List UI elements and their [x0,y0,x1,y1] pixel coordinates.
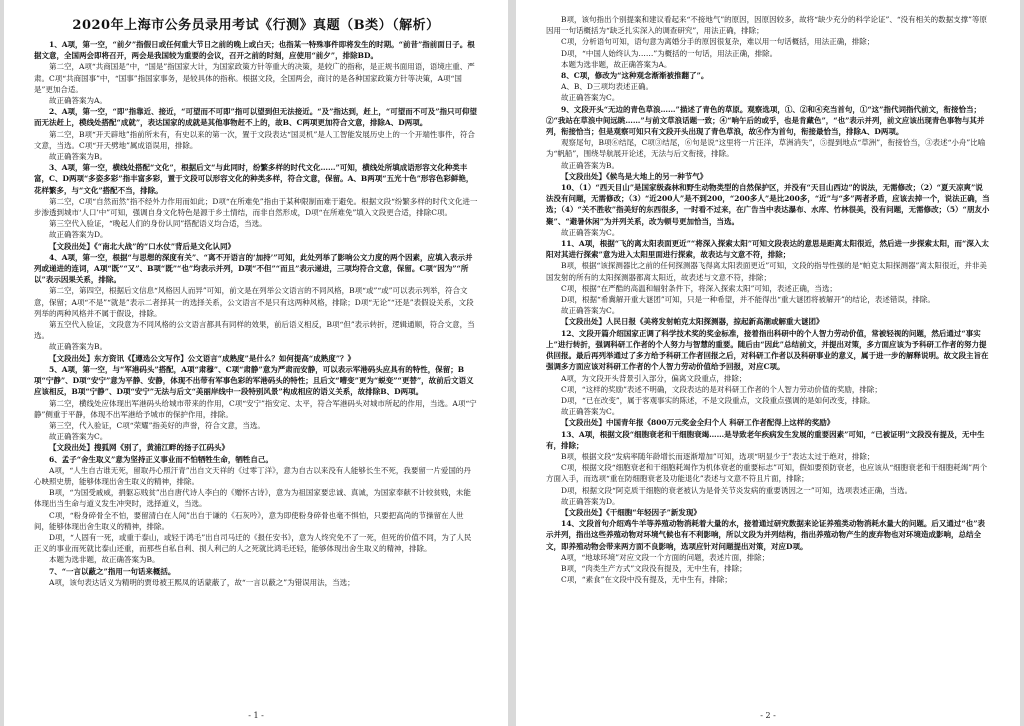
paragraph: 故正确答案为C。 [561,93,620,103]
paragraph: 【文段出处】《干细胞“年轻因子”新发现》 [561,507,701,517]
paragraph: 故正确答案为A。 [49,96,107,106]
paragraph: 第二空，第四空，根据后文信息“风格因人而异”可知，前文是在列举公文语言的不同风格，B项“或”“或”可以表示列举，符合文意，保留；A项“不是”“就是”表示二者择其一的选择关系，公文语言不是只有这两种风格，排除；D项“无论”“还是”表假设关系，文段列举的两种风格并不属于假设，排除。 [34,286,474,318]
paragraph: 【文段出处】《“南北大战”的“口水仗”背后是文化认同》 [49,241,236,251]
paragraph: 第三空，代入验证，C项“荣耀”指美好的声誉，符合文意，当选。 [49,420,265,430]
paragraph: 1、A项，第一空，“前夕”指假日或任何重大节日之前的晚上或白天；也指某一特殊事件即将发生的时期。“前昔”指前面日子。根据文意，全国两会即将召开，两会是我国较为重要的会议，召开之前的时刻，应使用“前夕”，排除BD。 [34,40,475,61]
paragraph: B项，根据文段“发病率随年龄增长而逐渐增加”可知，选项“明显少于”表达太过于绝对，排除； [561,451,875,461]
paragraph: 观察尾句，B项⑥结尾，C项③结尾，⑥句是说“这里将一片汪洋，草洲消失”，⑤提到地点“草洲”，衔接恰当，③表述“小舟”比喻为“帆船”，围绕导航展开论述，无法与后文衔接，排除。 [546,138,986,159]
paragraph: A、B、D三项均表述正确。 [561,82,653,92]
document-title: 2020年上海市公务员录用考试《行测》真题（B类）（解析） [72,18,440,33]
paragraph: C项，“素食”在文段中没有提及，无中生有，排除； [561,575,732,585]
paragraph: C项，根据“在严酷的高温和辐射条件下，将深入探索太阳”可知，表述正确，当选； [561,283,837,293]
paragraph: 故正确答案为D。 [561,496,620,506]
paragraph: 4、A项，第一空，根据“与思想的深度有关”、“离不开语言的‘加持’”可知，此处列举了影响公文力度的两个因素，应填入表示并列或递进的连词，A项“既”“又”、B项“既”“也”均表示并列，D项“不但”“而且”表示递进，三项均符合文意，保留。C项“因为”“所以”表示因果关系，排除。 [34,252,473,285]
paragraph: 本题为选非题，故正确答案为A。 [561,59,672,69]
page-1-content [34,39,478,588]
page-1 [4,0,508,726]
paragraph: 13、A项，根据文段“细胞衰老和干细胞衰竭……是导致老年疾病发生发展的重要因素”可知，“已被证明”文段没有提及，无中生有，排除； [546,429,985,450]
paragraph: 8、C项，修改为“这种观念渐渐被推翻了”。 [561,71,709,81]
page-2-content [546,14,990,585]
paragraph: B项，“肉类生产方式”文段没有提及，无中生有，排除； [561,563,747,573]
paragraph: 第二空，A项“共商国是”中，“国是”指国家大计，为国家政策方针等重大的决策，是较广的指称，是正规书面用语，语境庄重、严肃。C项“共商国事”中，“国事”指国家事务，是较具体的指称。根据文段，全国两会，商讨的是各种国家政策方针等决策，A项“国是”更加合适。 [34,62,475,94]
paragraph: 故正确答案为B。 [49,342,108,352]
page-number-2: - 2 - [760,711,776,720]
paragraph: A项，“地球环境”对应文段一个方面的问题，表述片面，排除； [561,552,770,562]
paragraph: D项，“已在改变”，属于客观事实的陈述，不是文段重点，文段重点强调的是如何改变，排除。 [561,395,875,405]
paragraph: 【文段出处】人民日报《美将发射帕克太阳探测器，掠起新高潮或解重大谜团》 [561,317,824,327]
paragraph: 【文段出处】中国青年报《800万元奖金全归个人 科研工作者配得上这样的奖励》 [561,418,835,428]
paragraph: 【文段出处】《候鸟是大地上的另一种节气》 [561,171,708,181]
paragraph: 本题为选非题，故正确答案为B。 [49,555,160,565]
paragraph: 故正确答案为B。 [561,160,620,170]
paragraph: 【文段出处】搜狐网《别了，黄浦江畔的扬子江码头》 [49,443,229,453]
paragraph: B项，根据“该探测器比之前的任何探测器飞得离太阳表面更近”可知，文段的指导性强的是“帕克太阳探测器”离太阳很近，并非美国发射的所有的太阳探测器都离太阳近，故表述与文意不符，排除； [546,261,987,282]
paragraph: 7、“一言以蔽之”指用一句话来概括。 [49,566,176,576]
paragraph: 5、A项，第一空，与“军港码头”搭配，A项“肃穆”、C项“肃静”意为严肃而安静，可以表示军港码头应具有的特性，保留；B项“宁静”、D项“安宁”意为平静、安静，体现不出带有军事色彩的军港码头的特性；且后文“嘈变”更为“蜕变”“更替”，故前后文语义应该相反，B项“宁静”、D项“安宁”无法与后文“美丽岸线中一段特别风景”构成相应的语义关系，故排除B、D两项。 [34,364,474,397]
paragraph: 第二空，横线处应体现出军港码头给城市带来的作用，C项“安宁”指安定、太平，符合军港码头对城市所起的作用，当选。A项“宁静”侧重于平静，体现不出军港给予城市的保护作用，排除。 [34,398,477,419]
paragraph: C项，“粉身碎骨全不怕，要留清白在人间”出自于谦的《石灰吟》，意为即使粉身碎骨也毫不惧怕，只要把高尚的节操留在人世间，能够体现出舍生取义的精神，排除。 [34,510,464,531]
paragraph: 14、文段首句介绍鸡牛羊等养殖动物消耗着大量的水，接着通过研究数据来论证养殖类动物消耗水量大的问题。后又通过“也”表示并列，指出这些养殖动物对环境气候也有不利影响，所以文段为并列结构，指出养殖动物产生的废弃物也对环境造成影响，总结全文，即养殖动物会带来两方面不良影响，选项应针对问题提出对策，对应D项。 [546,519,986,551]
paragraph: D项，“中国人始终认为……”为概括的一句话，用法正确，排除。 [561,48,778,58]
paragraph: 第五空代入验证，文段意为不同风格的公文语言都具有同样的效果，前后语义相反，B项“但”表示转折，逻辑通顺，符合文意，当选。 [34,320,475,341]
paragraph: 3、A项，第一空，横线处搭配“文化”，根据后文“与此同时，纷繁多样的时代文化……”可知，横线处所填成语形容文化种类丰富，C、D两项“多姿多彩”指丰富多彩，置于文段可以形容文化的种类多样，符合文意，保留。A、B两项“五光十色”形容色彩鲜艳，花样繁多，与“文化”搭配不当，排除。 [34,163,474,195]
paragraph: A项，为文段开头背景引入部分，偏离文段重点，排除； [561,373,747,383]
paragraph: 【文段出处】东方资讯《【遵选公文写作】公文语言“成熟度”是什么？如何提高“成熟度”？》 [49,353,356,363]
paragraph: 故正确答案为C。 [49,432,108,442]
paragraph: 10、（1）“西天目山”是国家级森林和野生动物类型的自然保护区，并没有“天目山西边”的说法，无需修改；（2）“夏天凉爽”说法没有问题，无需修改；（3）“近200人”是不到200，“200多人”是比200多，“近”与“多”两者矛盾，应该去掉一个，说法正确，当选；（4）“关不胜收”指美好的东西很多，一时看不过来，在广告当中表达瀑布、水库、竹林很美，没有问题，无需修改；（5）“朋友小聚”、“避暑休闲”为并列关系，改为顿号更加恰当，当选。 [546,183,990,226]
paragraph: 故正确答案为D。 [49,230,108,240]
paragraph: C项，“这样的奖励”表述不明确，文段表达的是对科研工作者的个人智力劳动价值的奖励，排除； [561,384,882,394]
paragraph: A项，该句表达话义为精明的贾母被王熙凤的话蒙蔽了，故“一言以蔽之”为错误用法，当选； [49,577,355,587]
page-number-1: - 1 - [248,711,264,720]
paragraph: 第二空，B项“开天辟地”指前所未有，有史以来的第一次，置于文段表达“国灵机”是人工智能发展历史上的一个开端性事件，符合文意，当选。C项“开天劈地”属成语误用，排除。 [34,129,475,150]
paragraph: 故正确答案为C。 [561,306,620,316]
paragraph: 2、A项，第一空，“即”指靠近、接近，“可望而不可即”指可以望到但无法接近。“及”指达到，赶上，“可望而不可及”指只可仰望而无法赶上，模线处搭配“成就”，表达国家的成就是其他事物赶不上的，故B、C两项更加符合文意，排除A、D两项。 [34,107,478,128]
paragraph: 第二空，C项“自然而然”指不经外力作用而如此；D项“在所难免”指由于某种限制而难于避免。根据文段“纷繁多样的时代文化进一步渗透到城市‘人口’中”可知，强调自身文化特色是源于乡土情结，而非自然形成，D项“在所难免”填入文段更合适，排除C项。 [34,196,478,218]
paragraph: 故正确答案为C。 [561,407,620,417]
paragraph: 12、文段开篇介绍国家正调了科学技术奖的奖金标准，接着指出科研中的个人智力劳动价值，常被轻视的问题，然后通过“事实上”进行转折，强调科研工作者的个人努力与智慧的重要。随后由“因此”总结前文，并提出对策，多方面应该为予科研工作者的努力提供回报。最后再列举通过了多方给予科研工作者回报之后，对科研工作者以及科研事业的意义，属于进一步的解释说明。故文段主旨在强调多方面应该对科研工作者的个人智力劳动价值给予回报，对应C项。 [546,328,989,372]
paragraph: 故正确答案为C。 [561,227,620,237]
paragraph: 9、文段开头“无边的青色草浪……”描述了青色的草原。观察选项，①、②和④充当首句，①“这”指代词指代前文，衔接恰当；②“我站在草浪中间远眺……”与前文草浪话题一致；④“响午后的或乎，也是肯藏色”，“也”表示并列，前文应该出现青色事物与其并列，衔接恰当；但是观察可知只有文段开头出现了青色草浪，故④作为首句，衔接最恰当，排除A、D两项。 [546,104,985,137]
paragraph: B项，“为国受戚威，捐躯忘贱贫”出自唐代诗人李白的《赠怀古诗》，意为为祖国家要忠诚、真诚，为国家奉献不计较贫贱，未能体现出当生命与道义发生冲突时，选择道义，当选。 [34,488,471,509]
page-2 [516,0,1020,726]
paragraph: 11、A项，根据“飞的离太阳表面更近”“将深入探索太阳”可知文段表达的意思是距离太阳很近，然后进一步探索太阳，而“深入太阳对其进行探索”意为进入太阳里面进行探索，故表达与文意不符，排除； [546,239,989,260]
paragraph: A项，“人生自古谁无死，留取丹心照汗青”出自文天祥的《过零丁洋》，意为自古以来没有人能够长生不死，我要留一片爱国的丹心映照史册，能够体现出舍生取义的精神，排除。 [34,465,471,486]
paragraph: D项，“人固有一死，或重于泰山，或轻于鸿毛”出自司马迁的《报任安书》，意为人终究免不了一死，但死的价值不同，为了人民正义的事业而死就比泰山还重，而那些自私自利、损人利己的人之死就比鸿毛还轻，能够体现出舍生取义的精神，排除。 [34,532,472,554]
paragraph: 第三空代入验证，“晚起人们的身份认同”搭配语义均合适，当选。 [49,219,267,229]
paragraph: B项，该句指出个别提案和建议看起来“不接地气”的原因，因原因较多，故将“缺少充分的科学论证”、“没有相关的数据支撑”等原因用一句话概括为“缺乏扎实深入的调查研究”，用法正确，排除； [546,15,988,36]
paragraph: 6、孟子“舍生取义”意为坚持正义事业而不怕牺牲生命，牺牲自己。 [49,454,273,464]
paragraph: 故正确答案为B。 [49,152,108,162]
paragraph: D项，根据文段“阿克质干细胞的衰老被认为是骨关节炎发病的重要诱因之一”可知，选项表述正确，当选。 [561,485,913,495]
paragraph: C项，根据文段“细胞衰老和干细胞耗竭作为机体衰老的重要标志”可知，假如要预防衰老，也应该从“细胞衰老和干细胞耗竭”两个方面入手，而选项“重在防细胞衰老及功能退化”表述与文意不符且片面，排除； [546,463,988,484]
paragraph: D项，根据“希冀解开重大谜团”可知，只是一种希望，并不能得出“重大谜团将被解开”的结论，表述错误，排除。 [561,295,935,305]
paragraph: C项，分析语句可知，语句意为离婚分手的原因很复杂，难以用一句话概括，用法正确，排除； [561,37,875,47]
